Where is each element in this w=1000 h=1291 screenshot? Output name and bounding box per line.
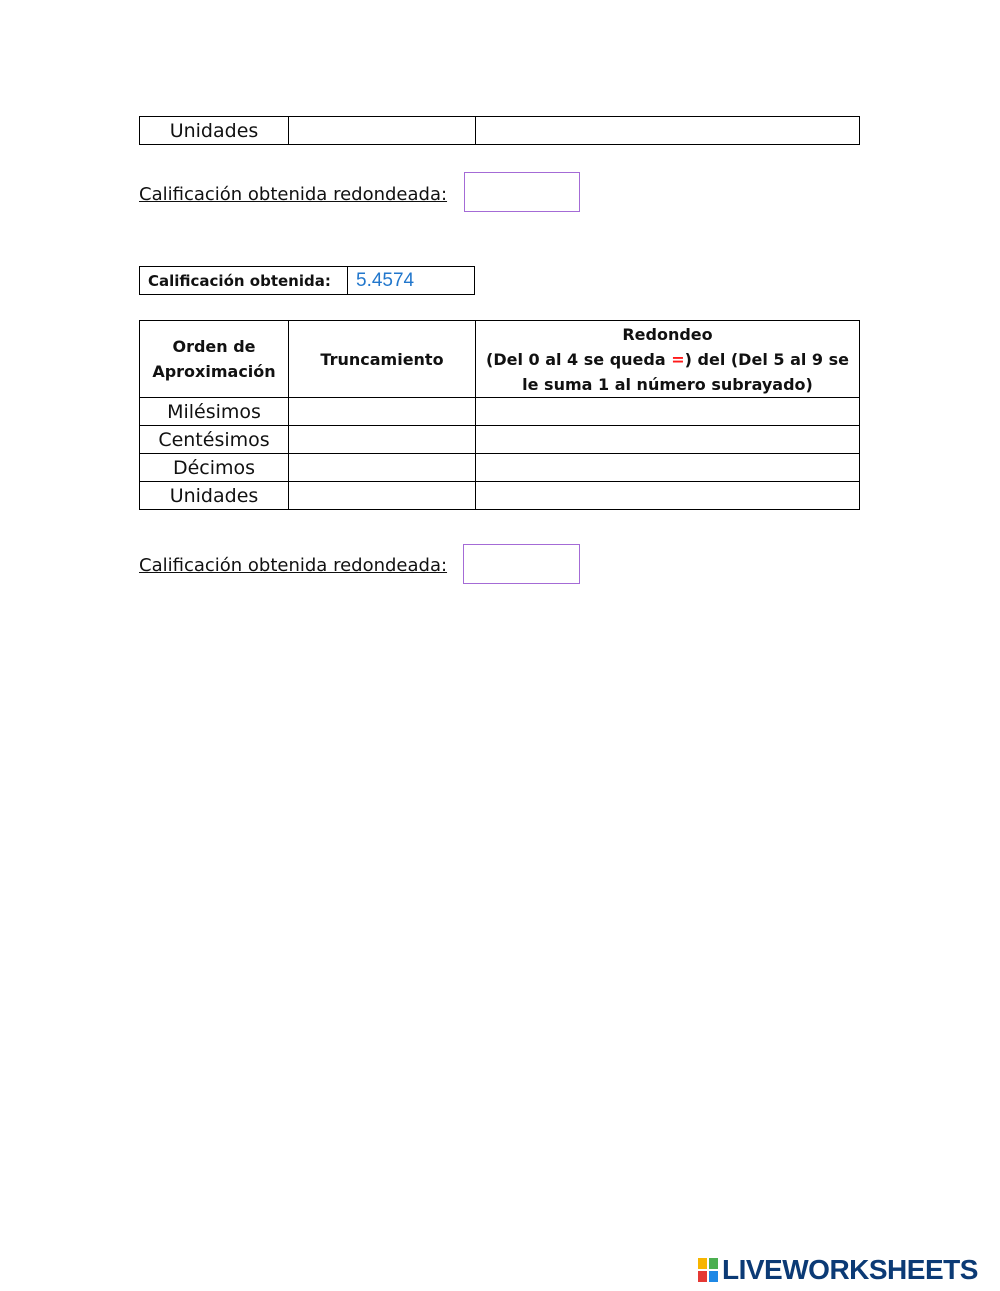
rounded-grade-input[interactable]	[464, 545, 579, 583]
rounded-grade-answer-box[interactable]	[464, 172, 580, 212]
truncamiento-cell[interactable]	[289, 398, 476, 426]
truncamiento-cell[interactable]	[289, 426, 476, 454]
redondeo-input[interactable]	[476, 401, 859, 423]
header-redondeo-rule-a: (Del 0 al 4 se queda	[486, 349, 672, 369]
truncamiento-input[interactable]	[289, 401, 475, 423]
redondeo-input[interactable]	[476, 120, 859, 142]
equals-sign: =	[671, 349, 685, 369]
logo-tile	[697, 1257, 708, 1270]
logo-tile	[708, 1257, 719, 1270]
header-redondeo-rule-b: ) del (Del 5 al 9 se le suma 1 al número subrayado)	[522, 349, 849, 394]
top-table	[139, 116, 860, 145]
header-orden: Orden de Aproximación	[140, 321, 289, 398]
grade-value: 5.4574	[348, 267, 475, 295]
header-redondeo-title: Redondeo	[622, 324, 713, 344]
grade-table	[139, 266, 475, 295]
row-label-unidades: Unidades	[140, 117, 289, 145]
truncamiento-input[interactable]	[289, 429, 475, 451]
row-label-centesimos: Centésimos	[140, 426, 289, 454]
header-redondeo	[476, 321, 860, 398]
row-label-decimos: Décimos	[140, 454, 289, 482]
grade-label: Calificación obtenida:	[140, 267, 348, 295]
header-truncamiento: Truncamiento	[289, 321, 476, 398]
redondeo-input[interactable]	[476, 429, 859, 451]
truncamiento-cell[interactable]	[289, 117, 476, 145]
rounded-grade-input[interactable]	[465, 173, 579, 211]
logo-tile	[708, 1270, 719, 1283]
redondeo-cell[interactable]	[476, 398, 860, 426]
truncamiento-cell[interactable]	[289, 454, 476, 482]
redondeo-input[interactable]	[476, 457, 859, 479]
redondeo-cell[interactable]	[476, 454, 860, 482]
logo-tile	[697, 1270, 708, 1283]
rounded-grade-prompt: Calificación obtenida redondeada:	[139, 184, 448, 205]
row-label-milesimos: Milésimos	[140, 398, 289, 426]
redondeo-cell[interactable]	[476, 482, 860, 510]
truncamiento-input[interactable]	[289, 120, 475, 142]
redondeo-input[interactable]	[476, 485, 859, 507]
brand-name: LIVEWORKSHEETS	[722, 1254, 978, 1285]
truncamiento-input[interactable]	[289, 457, 475, 479]
liveworksheets-logo[interactable]	[697, 1253, 978, 1287]
rounded-grade-prompt: Calificación obtenida redondeada:	[139, 555, 448, 576]
redondeo-cell[interactable]	[476, 426, 860, 454]
header-redondeo-rule	[482, 347, 853, 397]
rounding-table	[139, 320, 860, 510]
row-label-unidades: Unidades	[140, 482, 289, 510]
rounded-grade-answer-box[interactable]	[463, 544, 580, 584]
redondeo-cell[interactable]	[476, 117, 860, 145]
truncamiento-input[interactable]	[289, 485, 475, 507]
truncamiento-cell[interactable]	[289, 482, 476, 510]
liveworksheets-logo-icon	[697, 1257, 719, 1283]
